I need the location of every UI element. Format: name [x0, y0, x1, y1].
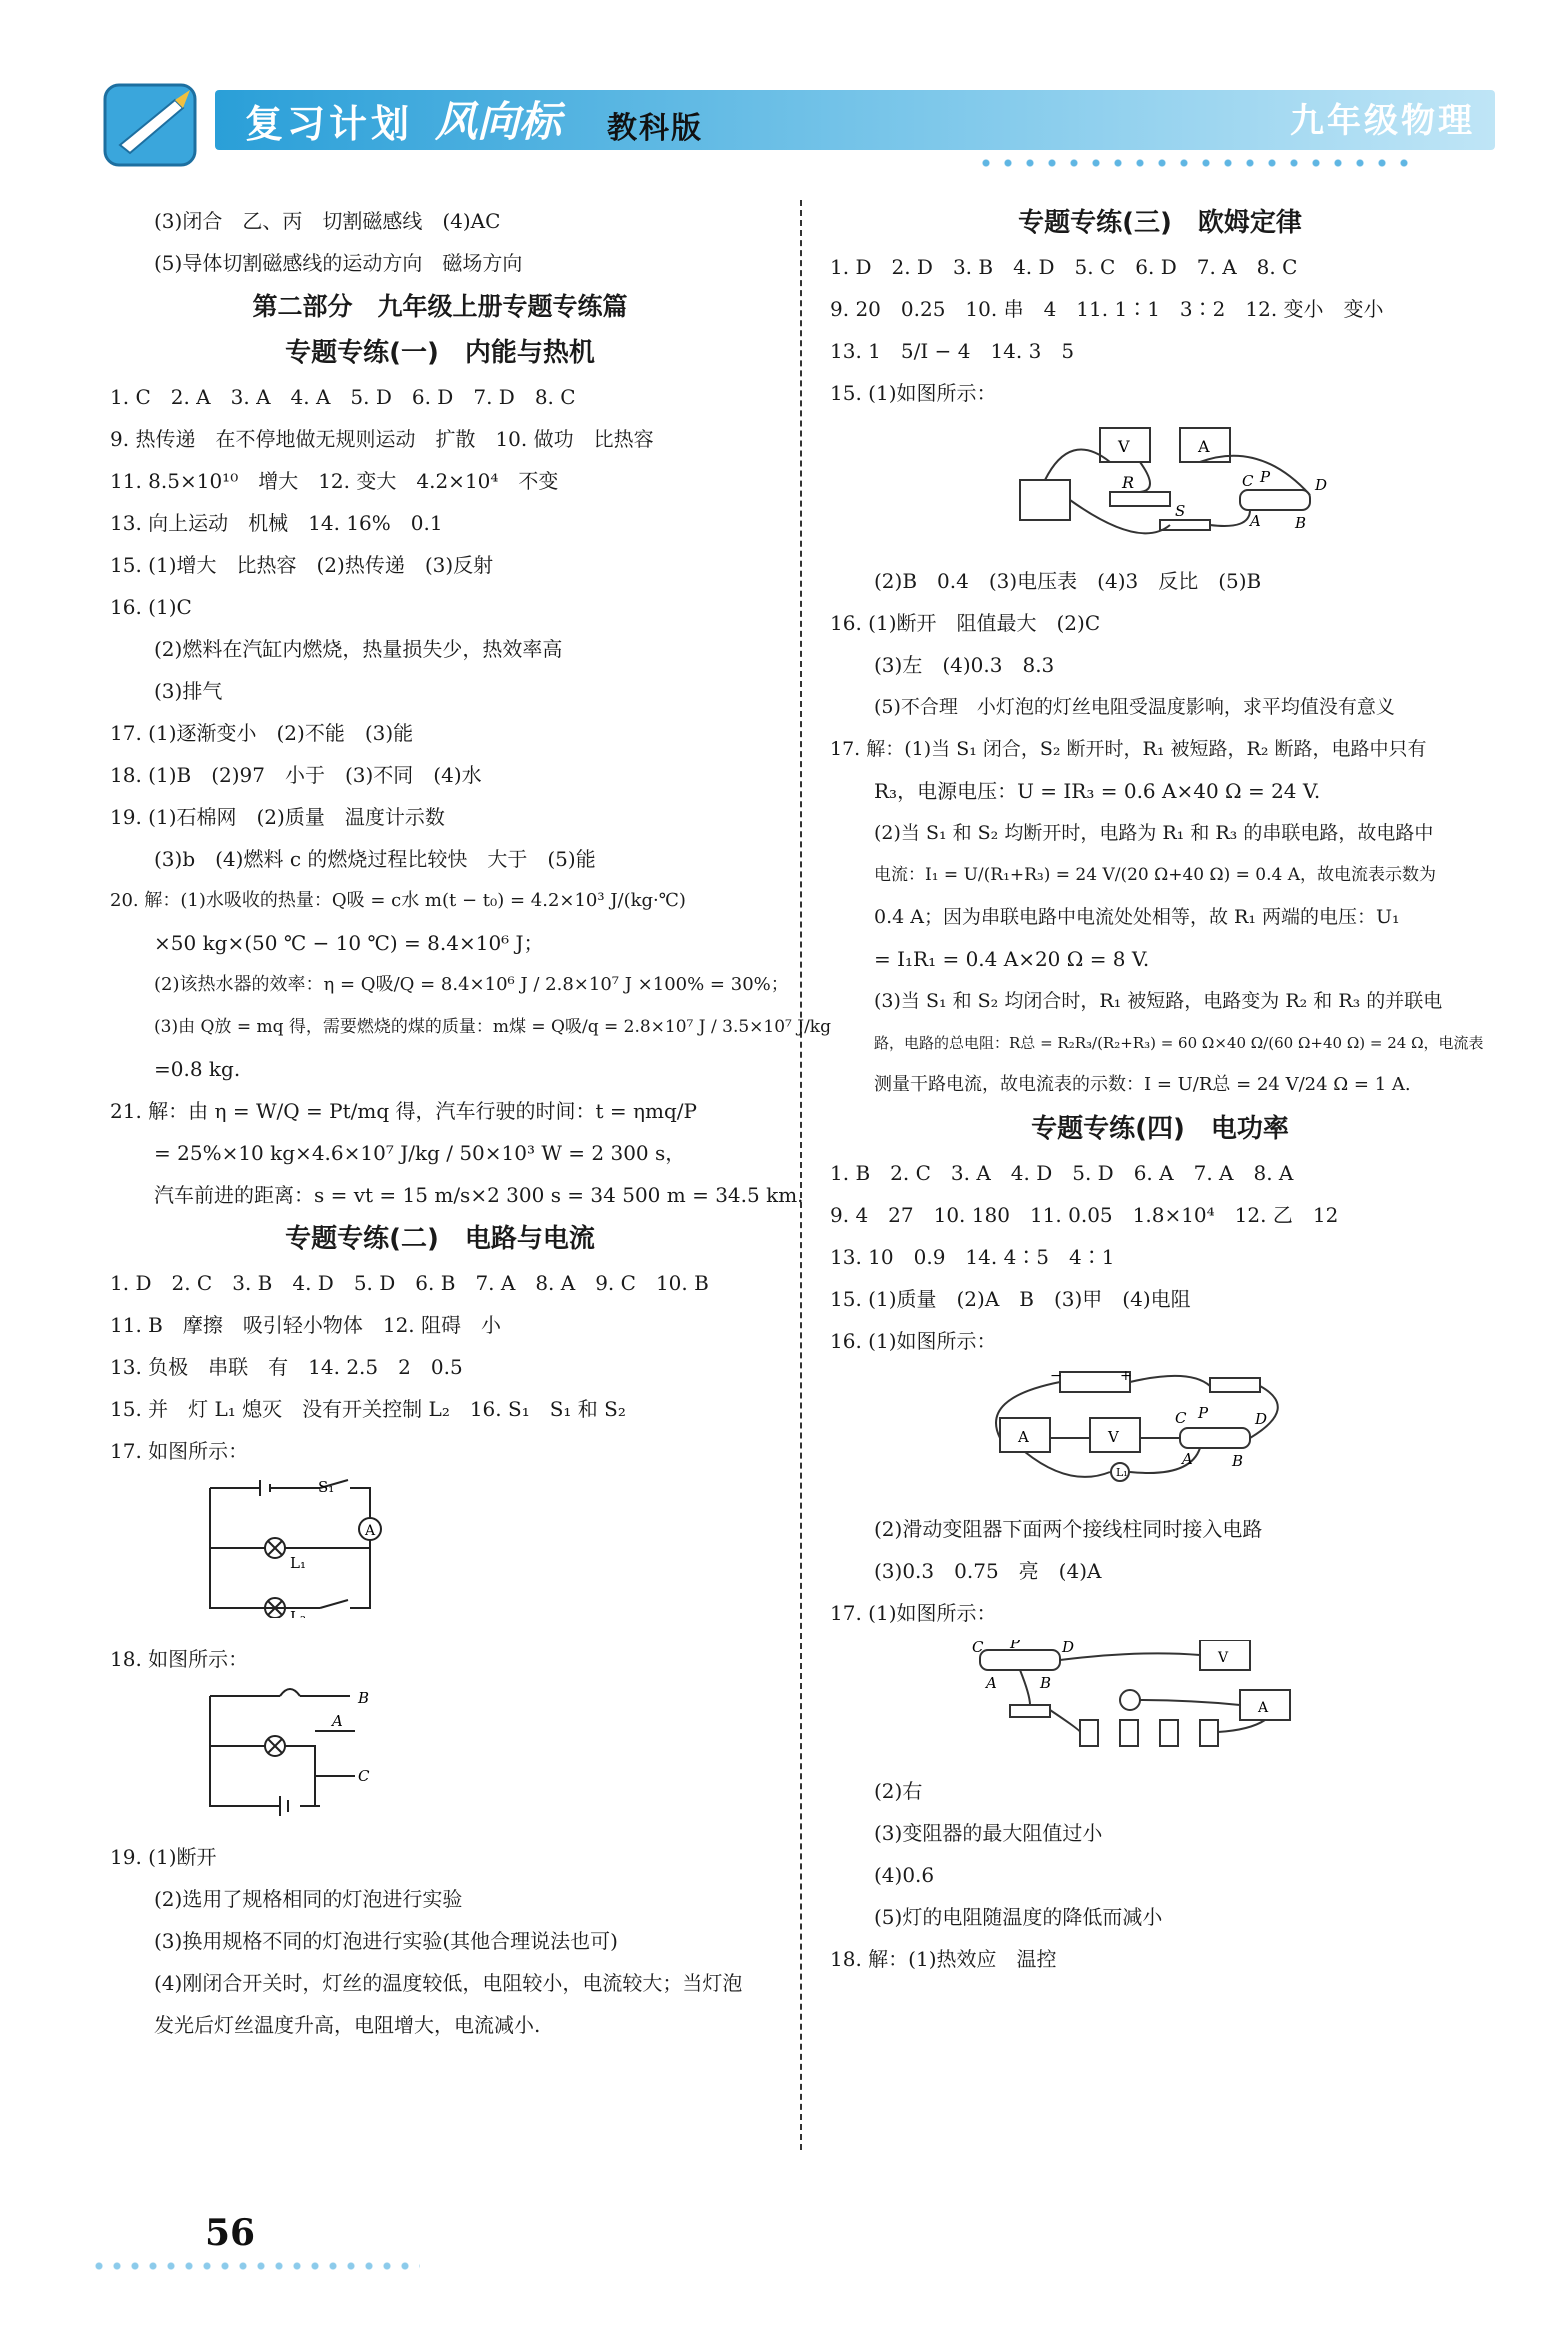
answer-line: = I₁R₁ = 0.4 A×20 Ω = 8 V.	[874, 947, 1150, 971]
answer-line: 13. 负极 串联 有 14. 2.5 2 0.5	[110, 1355, 463, 1379]
point-c-label: C	[358, 1767, 370, 1785]
point-a-label: A	[332, 1712, 343, 1730]
answer-line: (2)燃料在汽缸内燃烧，热量损失少，热效率高	[154, 637, 563, 661]
section-title: 专题专练(二) 电路与电流	[285, 1224, 595, 1254]
answer-line: (4)0.6	[874, 1863, 935, 1887]
slider-p-label: P	[1010, 1640, 1021, 1652]
footer-dots	[90, 2262, 420, 2270]
brand-subtitle: 风向标	[435, 97, 562, 146]
answer-line: 15. 并 灯 L₁ 熄灭 没有开关控制 L₂ 16. S₁ S₁ 和 S₂	[110, 1397, 626, 1421]
answer-line: 16. (1)C	[110, 595, 192, 619]
answer-line: (2)B 0.4 (3)电压表 (4)3 反比 (5)B	[874, 569, 1262, 593]
answer-line: = 25%×10 kg×4.6×10⁷ J/kg / 50×10³ W = 2 300 s，	[154, 1141, 686, 1165]
answer-line: 17. (1)如图所示：	[830, 1601, 997, 1625]
answer-line: 汽车前进的距离：s = vt = 15 m/s×2 300 s = 34 500 m = 34.5 km.	[154, 1183, 804, 1207]
slider-p-label: P	[1260, 468, 1271, 486]
left-column	[110, 200, 831, 2046]
answer-line: (3)由 Q放 = mq 得，需要燃烧的煤的质量：m煤 = Q吸/q = 2.8×10⁷ J / 3.5×10⁷ J/kg	[154, 1017, 831, 1037]
answer-line: (5)灯的电阻随温度的降低而减小	[874, 1905, 1163, 1929]
answer-line: 路，电路的总电阻：R总 = R₂R₃/(R₂+R₃) = 60 Ω×40 Ω/(60 Ω+40 Ω) = 24 Ω，电流表	[874, 1034, 1484, 1052]
answer-line: 0.4 A；因为串联电路中电流处处相等，故 R₁ 两端的电压：U₁	[874, 906, 1400, 928]
circuit-diagram-16	[970, 1368, 1330, 1488]
terminal-b-label: B	[1232, 1452, 1244, 1470]
answer-line: (4)刚闭合开关时，灯丝的温度较低，电阻较小，电流较大；当灯泡	[154, 1971, 743, 1995]
section-title: 专题专练(四) 电功率	[1031, 1114, 1289, 1144]
right-column	[830, 200, 1490, 1980]
answer-line: 11. B 摩擦 吸引轻小物体 12. 阻碍 小	[110, 1313, 502, 1337]
terminal-c-label: C	[1242, 472, 1254, 490]
minus-label: −	[1050, 1368, 1062, 1384]
lamp-label: L₁	[1116, 1466, 1128, 1479]
section-title: 专题专练(一) 内能与热机	[285, 338, 595, 368]
answer-line: 17. (1)逐渐变小 (2)不能 (3)能	[110, 721, 414, 745]
answer-line: 发光后灯丝温度升高，电阻增大，电流减小.	[154, 2013, 541, 2037]
answer-line: (3)0.3 0.75 亮 (4)A	[874, 1559, 1102, 1583]
header-dots	[975, 159, 1415, 167]
lamp-l2-label: L₂	[290, 1608, 306, 1618]
plus-label: +	[1120, 1368, 1132, 1384]
brand-title: 复习计划	[245, 102, 414, 146]
page-header	[95, 75, 1495, 155]
ammeter-label: A	[1018, 1428, 1029, 1446]
answer-line: (3)b (4)燃料 c 的燃烧过程比较快 大于 (5)能	[154, 847, 596, 871]
answer-line: 9. 20 0.25 10. 串 4 11. 1∶1 3∶2 12. 变小 变小	[830, 297, 1384, 321]
answer-line: 15. (1)质量 (2)A B (3)甲 (4)电阻	[830, 1287, 1191, 1311]
answer-line: (2)右	[874, 1779, 923, 1803]
answer-line: R₃，电源电压：U = IR₃ = 0.6 A×40 Ω = 24 V.	[874, 779, 1321, 803]
answer-line: 21. 解：由 η = W/Q = Pt/mq 得，汽车行驶的时间：t = ηmq/P	[110, 1099, 697, 1123]
terminal-d-label: D	[1315, 476, 1328, 494]
answer-line: (5)导体切割磁感线的运动方向 磁场方向	[154, 251, 523, 275]
answer-line: (2)滑动变阻器下面两个接线柱同时接入电路	[874, 1517, 1263, 1541]
answer-line: 19. (1)断开	[110, 1845, 217, 1869]
answer-line: 16. (1)断开 阻值最大 (2)C	[830, 611, 1101, 635]
ammeter-label: A	[1198, 437, 1210, 456]
answer-line: 13. 1 5/I − 4 14. 3 5	[830, 339, 1075, 363]
answer-line: (3)变阻器的最大阻值过小	[874, 1821, 1103, 1845]
terminal-a-label: A	[1250, 512, 1261, 530]
part-title: 第二部分 九年级上册专题专练篇	[252, 292, 628, 321]
terminal-a-label: A	[986, 1674, 997, 1692]
slider-p-label: P	[1198, 1404, 1209, 1422]
answer-line: 测量干路电流，故电流表的示数：I = U/R总 = 24 V/24 Ω = 1 A.	[874, 1074, 1411, 1095]
answer-line: (3)排气	[154, 679, 223, 703]
resistor-r-label: R	[1122, 473, 1135, 492]
answer-line: 9. 4 27 10. 180 11. 0.05 1.8×10⁴ 12. 乙 12	[830, 1203, 1339, 1227]
voltmeter-label: V	[1108, 1428, 1119, 1446]
answer-line: 18. 如图所示：	[110, 1647, 249, 1671]
answer-line: (2)选用了规格相同的灯泡进行实验	[154, 1887, 463, 1911]
edition-label: 教科版	[607, 111, 703, 146]
answer-line: (2)当 S₁ 和 S₂ 均断开时，电路为 R₁ 和 R₃ 的串联电路，故电路中	[874, 822, 1434, 844]
ammeter-label: A	[365, 1523, 376, 1539]
terminal-c-label: C	[972, 1640, 984, 1656]
answer-line: 1. D 2. C 3. B 4. D 5. D 6. B 7. A 8. A 9. C 10. B	[110, 1271, 709, 1295]
answer-line: 9. 热传递 在不停地做无规则运动 扩散 10. 做功 比热容	[110, 427, 654, 451]
answer-line: 1. C 2. A 3. A 4. A 5. D 6. D 7. D 8. C	[110, 385, 576, 409]
answer-line: 18. 解：(1)热效应 温控	[830, 1947, 1057, 1971]
answer-line: 18. (1)B (2)97 小于 (3)不同 (4)水	[110, 763, 482, 787]
answer-line: 17. 解：(1)当 S₁ 闭合，S₂ 断开时，R₁ 被短路，R₂ 断路，电路中只有	[830, 738, 1427, 760]
answer-line: (5)不合理 小灯泡的灯丝电阻受温度影响，求平均值没有意义	[874, 696, 1395, 718]
circuit-diagram-15	[1010, 420, 1370, 540]
answer-line: 11. 8.5×10¹⁰ 增大 12. 变大 4.2×10⁴ 不变	[110, 469, 559, 493]
answer-line: 15. (1)增大 比热容 (2)热传递 (3)反射	[110, 553, 494, 577]
answer-line: 电流：I₁ = U/(R₁+R₃) = 24 V/(20 Ω+40 Ω) = 0.4 A，故电流表示数为	[874, 865, 1437, 885]
point-b-label: B	[358, 1689, 370, 1707]
ammeter-label: A	[1258, 1700, 1269, 1716]
answer-line: 13. 向上运动 机械 14. 16% 0.1	[110, 511, 443, 535]
answer-line: ×50 kg×(50 ℃ − 10 ℃) = 8.4×10⁶ J；	[154, 931, 544, 955]
answer-line: 20. 解：(1)水吸收的热量：Q吸 = c水 m(t − t₀) = 4.2×10³ J/(kg·℃)	[110, 890, 686, 911]
lamp-l1-label: L₁	[290, 1554, 306, 1572]
answer-line: (3)换用规格不同的灯泡进行实验(其他合理说法也可)	[154, 1929, 618, 1953]
logo-icon	[95, 75, 215, 175]
switch-s1-label: S₁	[318, 1478, 335, 1496]
circuit-diagram-17	[110, 1478, 410, 1618]
terminal-d-label: D	[1255, 1410, 1268, 1428]
answer-line: (3)闭合 乙、丙 切割磁感线 (4)AC	[154, 209, 501, 233]
grade-subject: 九年级物理	[1290, 101, 1475, 141]
answer-line: 15. (1)如图所示：	[830, 381, 997, 405]
answer-line: 19. (1)石棉网 (2)质量 温度计示数	[110, 805, 445, 829]
terminal-d-label: D	[1062, 1640, 1075, 1656]
answer-line: 16. (1)如图所示：	[830, 1329, 997, 1353]
circuit-diagram-18	[110, 1686, 410, 1816]
terminal-c-label: C	[1175, 1409, 1187, 1427]
terminal-a-label: A	[1182, 1450, 1193, 1468]
answer-line: 13. 10 0.9 14. 4∶5 4∶1	[830, 1245, 1115, 1269]
section-title: 专题专练(三) 欧姆定律	[1018, 208, 1302, 238]
answer-line: 1. B 2. C 3. A 4. D 5. D 6. A 7. A 8. A	[830, 1161, 1294, 1185]
switch-s-label: S	[1175, 502, 1186, 520]
voltmeter-label: V	[1118, 437, 1130, 456]
answer-line: (3)左 (4)0.3 8.3	[874, 653, 1055, 677]
answer-line: 17. 如图所示：	[110, 1439, 249, 1463]
answer-line: =0.8 kg.	[154, 1057, 241, 1081]
voltmeter-label: V	[1218, 1650, 1229, 1666]
circuit-diagram-17b	[970, 1640, 1330, 1750]
terminal-b-label: B	[1040, 1674, 1052, 1692]
page-number: 56	[205, 2212, 256, 2254]
answer-line: (3)当 S₁ 和 S₂ 均闭合时，R₁ 被短路，电路变为 R₂ 和 R₃ 的并联电	[874, 990, 1443, 1012]
answer-line: (2)该热水器的效率：η = Q吸/Q = 8.4×10⁶ J / 2.8×10⁷ J ×100% = 30%；	[154, 974, 789, 995]
terminal-b-label: B	[1295, 514, 1307, 532]
answer-line: 1. D 2. D 3. B 4. D 5. C 6. D 7. A 8. C	[830, 255, 1298, 279]
